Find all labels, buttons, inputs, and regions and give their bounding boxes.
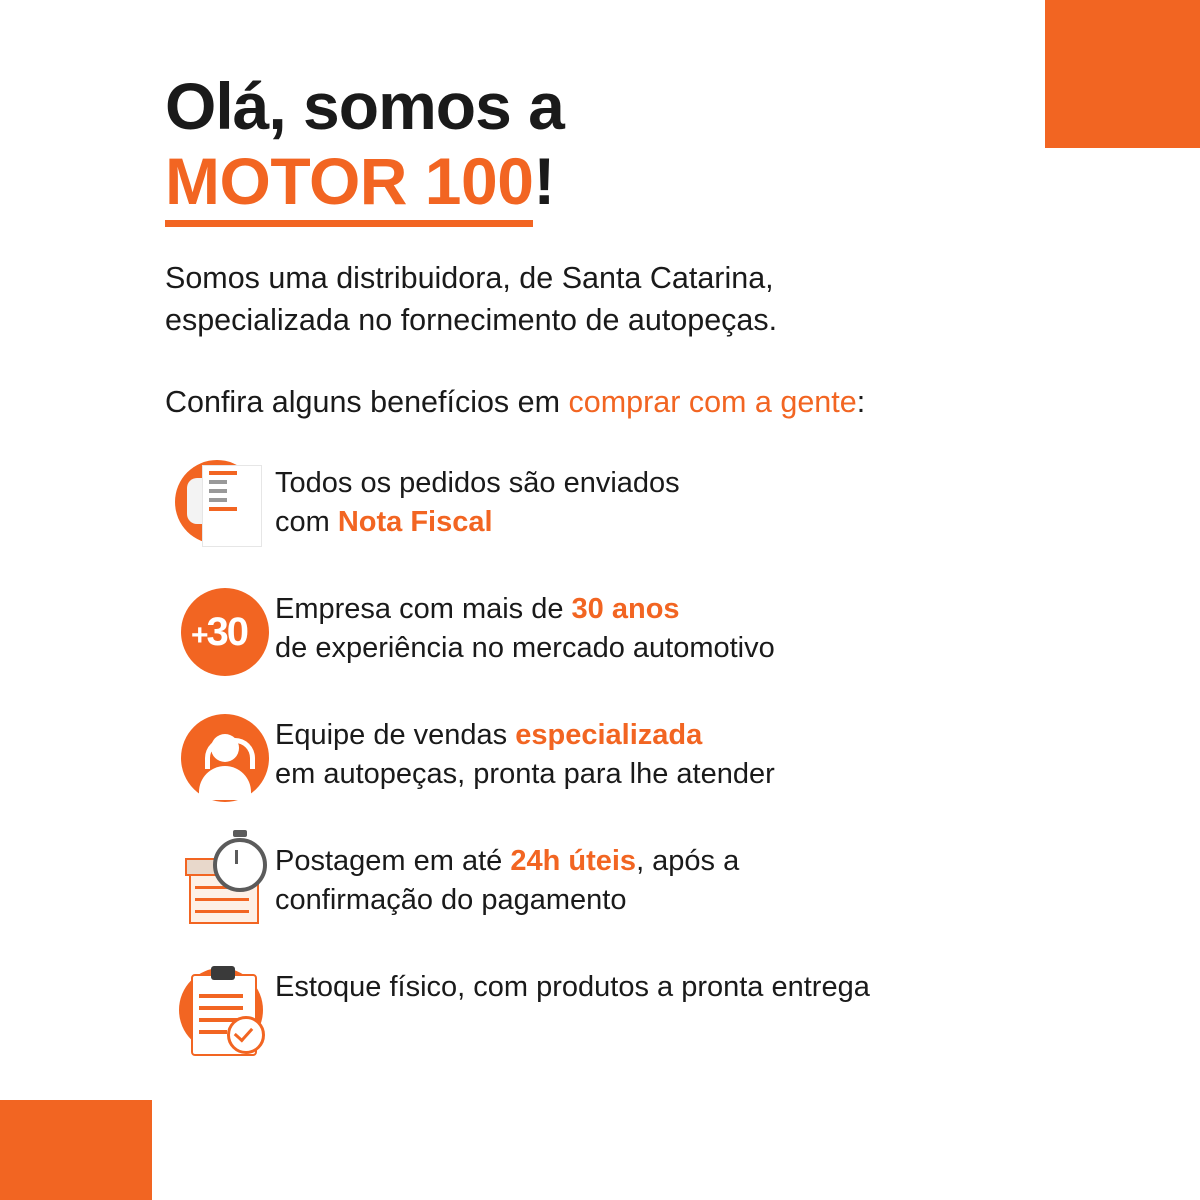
page-title-line1: Olá, somos a	[165, 69, 564, 143]
list-item	[165, 960, 1085, 1060]
plus-30-icon	[165, 582, 271, 682]
list-item	[165, 456, 1085, 556]
benefit-text	[275, 582, 775, 667]
benefit-text	[275, 456, 680, 541]
benefit-text	[275, 960, 870, 1006]
plus-sign: +	[190, 618, 207, 652]
receipt-icon	[165, 456, 271, 556]
benefit-4-line1-highlight: 24h úteis	[510, 845, 637, 878]
intro-line1: Somos uma distribuidora, de Santa Catarina,	[165, 260, 774, 295]
benefits-lead	[165, 383, 1085, 423]
package-stopwatch-icon	[165, 834, 271, 934]
benefit-5-line1: Estoque físico, com produtos a pronta entrega	[275, 971, 870, 1004]
benefits-list	[165, 456, 1085, 1060]
benefit-3-line1-highlight: especializada	[515, 719, 703, 752]
bottom-left-accent-square	[0, 1100, 152, 1200]
brand-name: MOTOR 100	[165, 144, 533, 227]
benefit-text	[275, 708, 775, 793]
benefit-text	[275, 834, 739, 919]
benefit-1-line1: Todos os pedidos são enviados	[275, 467, 680, 500]
list-item	[165, 582, 1085, 682]
page-title-line2	[165, 144, 1085, 219]
intro-paragraph	[165, 257, 1085, 341]
benefits-lead-suffix: :	[856, 384, 866, 419]
benefit-4-line1-suffix: , após a	[636, 845, 740, 878]
benefit-3-line2: em autopeças, pronta para lhe atender	[275, 757, 775, 790]
benefit-3-line1-prefix: Equipe de vendas	[275, 719, 516, 752]
list-item	[165, 708, 1085, 808]
benefit-2-line1-prefix: Empresa com mais de	[275, 593, 572, 626]
benefit-4-line2: confirmação do pagamento	[275, 883, 627, 916]
headset-agent-icon	[165, 708, 271, 808]
list-item	[165, 834, 1085, 934]
years-number: 30	[206, 609, 248, 654]
benefit-2-line2: de experiência no mercado automotivo	[275, 631, 775, 664]
benefit-4-line1-prefix: Postagem em até	[275, 845, 511, 878]
benefits-lead-highlight: comprar com a gente	[568, 384, 857, 419]
clipboard-check-icon	[165, 960, 271, 1060]
benefit-2-line1-highlight: 30 anos	[571, 593, 680, 626]
brand-exclamation: !	[533, 144, 555, 219]
benefit-1-line2-highlight: Nota Fiscal	[337, 505, 493, 538]
benefit-1-line2-prefix: com	[275, 505, 338, 538]
benefits-lead-prefix: Confira alguns benefícios em	[165, 384, 569, 419]
content-column	[165, 69, 1085, 1086]
intro-line2: especializada no fornecimento de autopeças.	[165, 302, 778, 337]
